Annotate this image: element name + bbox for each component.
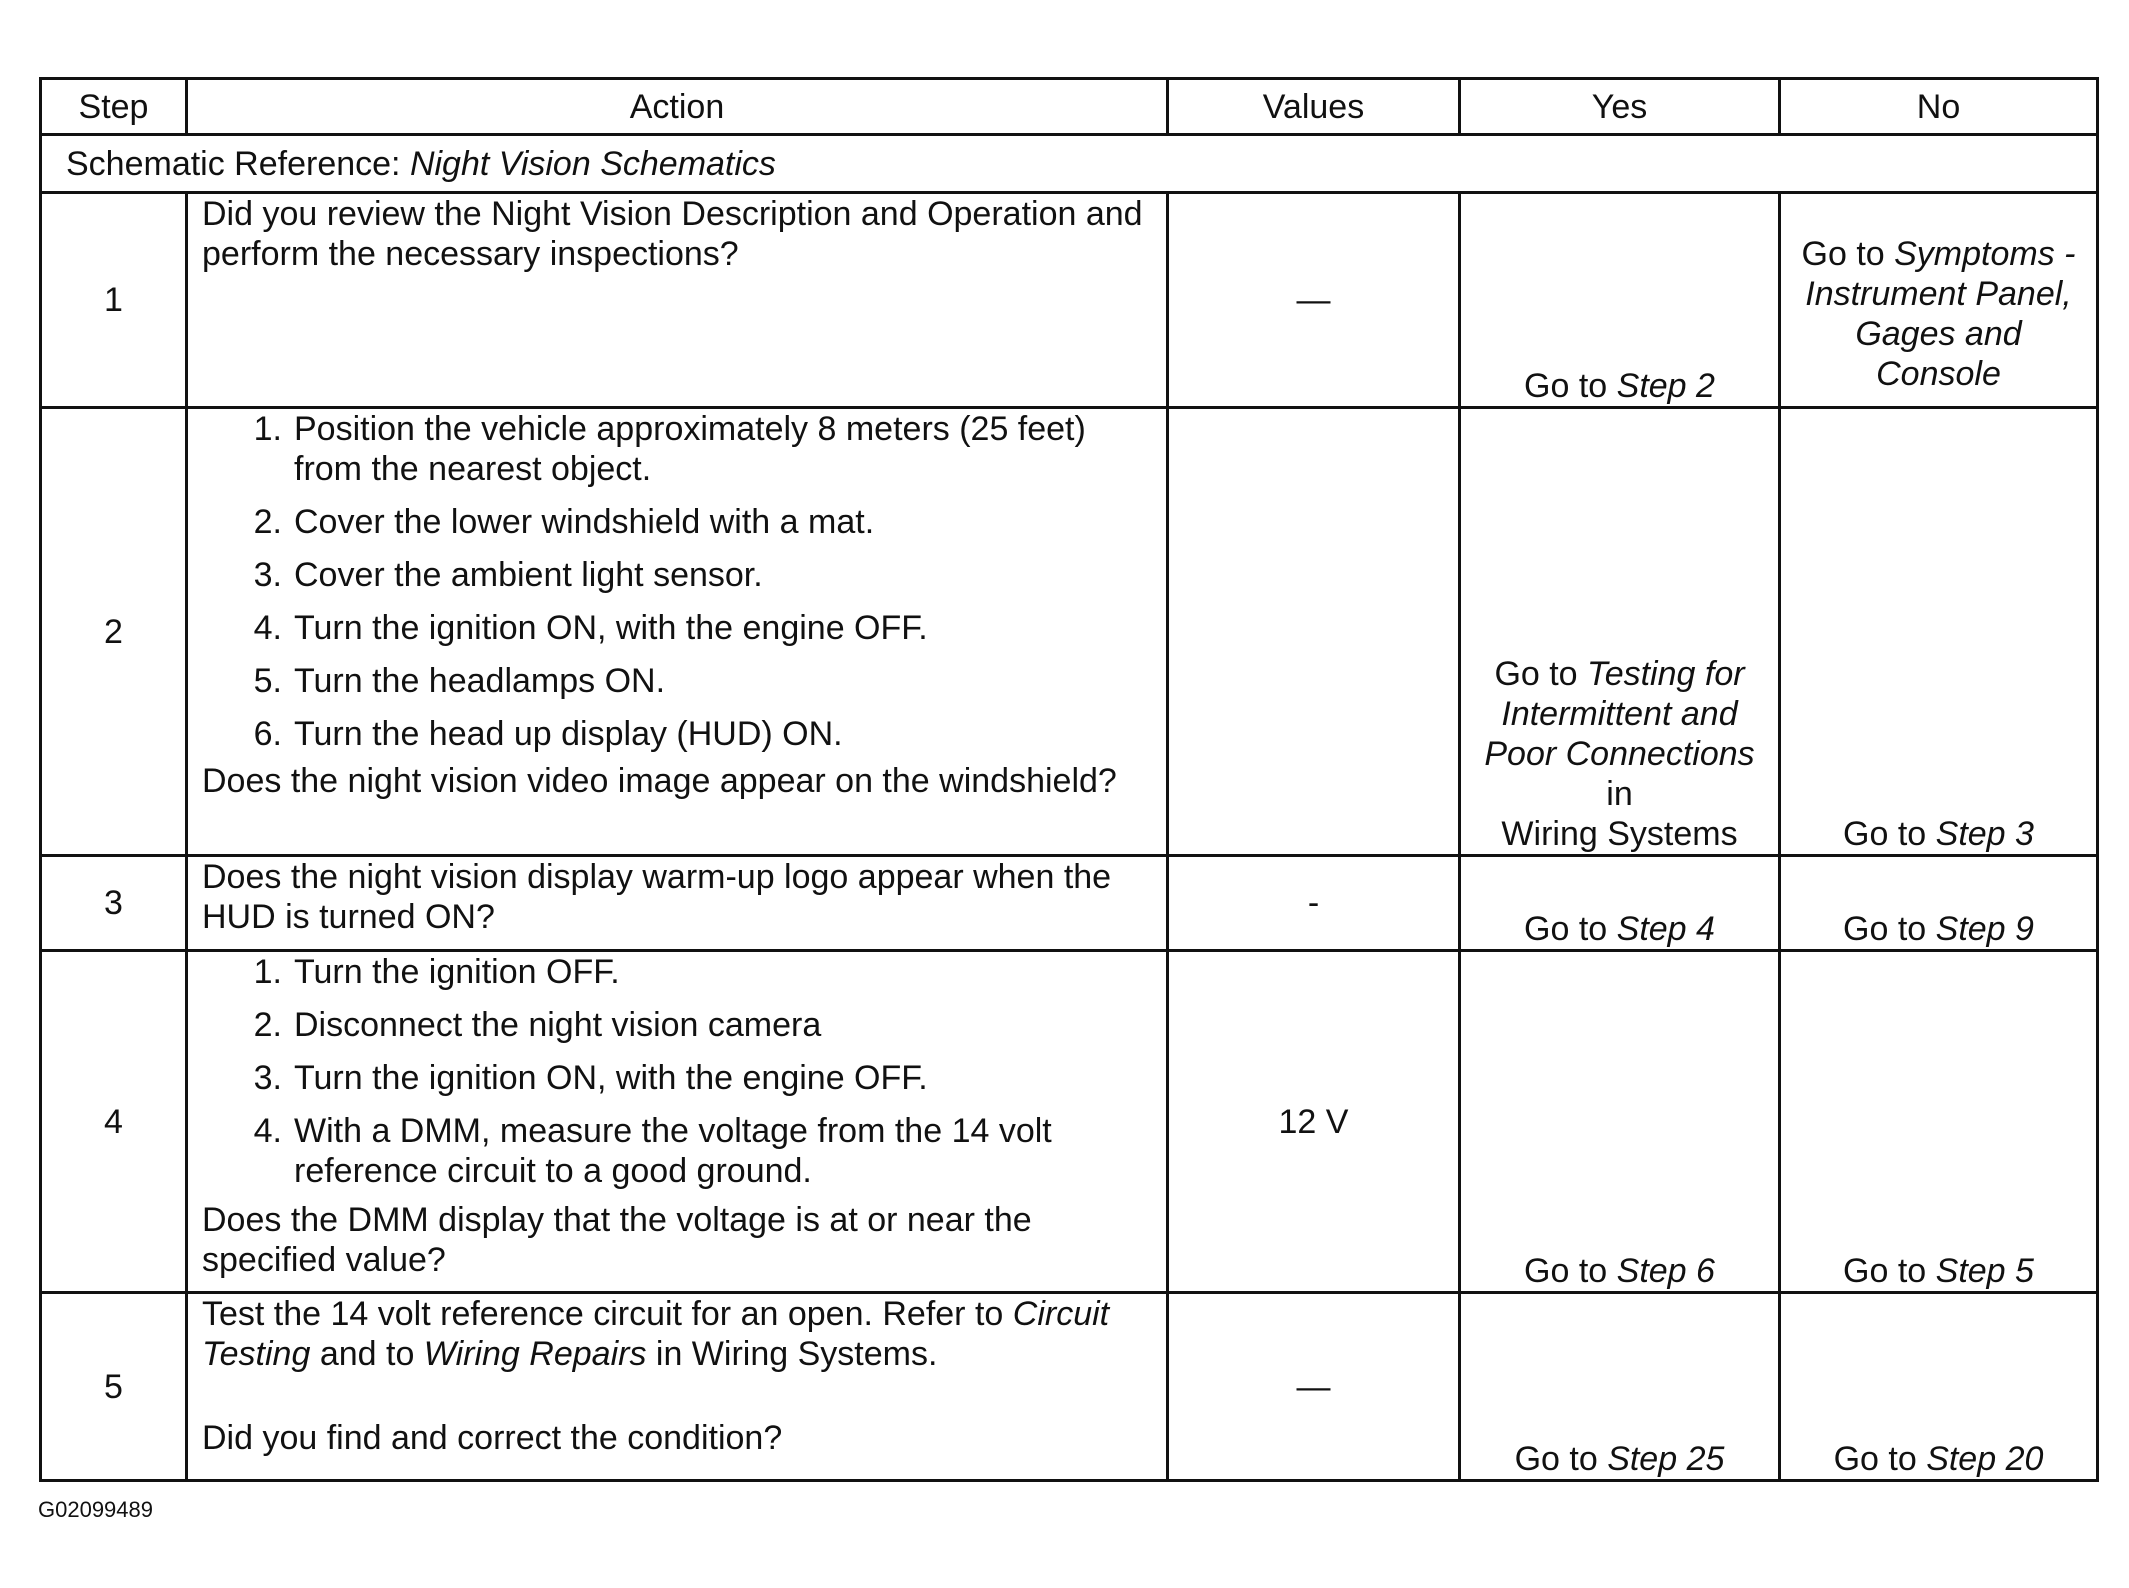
yes-suffix: in — [1606, 775, 1633, 813]
no-prefix: Go to — [1833, 1440, 1927, 1478]
no-prefix: Go to — [1843, 1252, 1936, 1290]
values-cell: — — [1168, 1293, 1460, 1481]
no-link[interactable]: Step 3 — [1935, 815, 2034, 853]
substep-item — [202, 1058, 1152, 1098]
no-cell — [1780, 1293, 2098, 1481]
step-number: 1 — [41, 193, 187, 408]
action-cell — [187, 193, 1168, 408]
diagnostic-table — [39, 77, 2099, 1482]
schematic-reference — [41, 135, 2098, 193]
yes-cell — [1460, 856, 1780, 951]
header-step: Step — [41, 79, 187, 135]
yes-cell — [1460, 951, 1780, 1293]
yes-suffix: Wiring Systems — [1501, 815, 1738, 853]
action-question: Does the night vision video image appear on the windshield? — [202, 762, 1117, 800]
substep-text: Turn the ignition ON, with the engine OFF. — [294, 1059, 928, 1097]
action-text-part: and to — [310, 1335, 424, 1373]
substep-number: 6. — [253, 715, 282, 753]
no-prefix: Go to — [1843, 815, 1936, 853]
substep-item — [202, 608, 1152, 648]
substep-number: 3. — [253, 1059, 282, 1097]
action-text — [202, 1294, 1152, 1374]
step-number: 4 — [41, 951, 187, 1293]
substep-text: Turn the ignition OFF. — [294, 953, 620, 991]
circuit-testing-link[interactable]: Circuit Testing — [202, 1295, 1110, 1373]
action-text: Did you review the Night Vision Description and Operation and perform the necessary inspections? — [202, 195, 1143, 273]
substep-list — [202, 952, 1152, 1191]
substep-item — [202, 1005, 1152, 1045]
yes-link[interactable]: Step 25 — [1607, 1440, 1725, 1478]
no-link[interactable]: Symptoms - Instrument Panel, Gages and Console — [1805, 235, 2076, 393]
yes-prefix: Go to — [1524, 367, 1617, 405]
action-question: Does the DMM display that the voltage is at or near the specified value? — [202, 1201, 1032, 1279]
yes-prefix: Go to — [1524, 910, 1617, 948]
substep-list — [202, 409, 1152, 754]
substep-item — [202, 409, 1152, 489]
step-number: 3 — [41, 856, 187, 951]
no-cell — [1780, 856, 2098, 951]
substep-item — [202, 502, 1152, 542]
table-row — [41, 408, 2098, 856]
action-question: Did you find and correct the condition? — [202, 1419, 783, 1457]
no-prefix: Go to — [1801, 235, 1895, 273]
step-number: 2 — [41, 408, 187, 856]
action-text: Does the night vision display warm-up logo appear when the HUD is turned ON? — [202, 858, 1112, 936]
no-prefix: Go to — [1843, 910, 1936, 948]
no-cell — [1780, 951, 2098, 1293]
header-values: Values — [1168, 79, 1460, 135]
substep-item — [202, 555, 1152, 595]
yes-link[interactable]: Step 2 — [1616, 367, 1715, 405]
substep-item — [202, 952, 1152, 992]
action-cell — [187, 951, 1168, 1293]
table-row — [41, 951, 2098, 1293]
action-cell — [187, 408, 1168, 856]
substep-text: Cover the ambient light sensor. — [294, 556, 763, 594]
substep-text: Cover the lower windshield with a mat. — [294, 503, 875, 541]
substep-text: Turn the headlamps ON. — [294, 662, 666, 700]
table-row — [41, 1293, 2098, 1481]
no-cell — [1780, 193, 2098, 408]
substep-item — [202, 714, 1152, 754]
values-cell: - — [1168, 856, 1460, 951]
schematic-reference-row — [41, 135, 2098, 193]
substep-number: 4. — [253, 1112, 282, 1150]
substep-number: 2. — [253, 503, 282, 541]
substep-number: 5. — [253, 662, 282, 700]
substep-text: Turn the ignition ON, with the engine OFF. — [294, 609, 928, 647]
substep-number: 4. — [253, 609, 282, 647]
table-row — [41, 856, 2098, 951]
values-cell: — — [1168, 193, 1460, 408]
substep-number: 1. — [253, 953, 282, 991]
action-cell — [187, 856, 1168, 951]
yes-prefix: Go to — [1524, 1252, 1617, 1290]
header-row — [41, 79, 2098, 135]
yes-cell — [1460, 408, 1780, 856]
no-link[interactable]: Step 20 — [1926, 1440, 2044, 1478]
step-number: 5 — [41, 1293, 187, 1481]
table-row — [41, 193, 2098, 408]
yes-link[interactable]: Step 4 — [1616, 910, 1715, 948]
substep-number: 3. — [253, 556, 282, 594]
no-link[interactable]: Step 5 — [1935, 1252, 2034, 1290]
header-no: No — [1780, 79, 2098, 135]
yes-prefix: Go to — [1514, 1440, 1608, 1478]
header-yes: Yes — [1460, 79, 1780, 135]
spacer — [202, 1374, 1152, 1418]
schematic-reference-link[interactable]: Night Vision Schematics — [409, 144, 776, 183]
substep-item — [202, 661, 1152, 701]
substep-text: Turn the head up display (HUD) ON. — [294, 715, 843, 753]
values-cell — [1168, 408, 1460, 856]
substep-item — [202, 1111, 1152, 1191]
substep-number: 2. — [253, 1006, 282, 1044]
action-cell — [187, 1293, 1168, 1481]
yes-prefix: Go to — [1494, 655, 1588, 693]
values-cell: 12 V — [1168, 951, 1460, 1293]
yes-cell — [1460, 1293, 1780, 1481]
substep-text: With a DMM, measure the voltage from the 14 volt reference circuit to a good ground. — [294, 1112, 1052, 1190]
yes-link[interactable]: Testing for Intermittent and Poor Connections — [1484, 655, 1755, 773]
action-text-part: in Wiring Systems. — [646, 1335, 938, 1373]
figure-id: G02099489 — [38, 1497, 153, 1522]
wiring-repairs-link[interactable]: Wiring Repairs — [423, 1335, 647, 1373]
yes-link[interactable]: Step 6 — [1616, 1252, 1715, 1290]
substep-text: Position the vehicle approximately 8 meters (25 feet) from the nearest object. — [294, 410, 1086, 488]
yes-cell — [1460, 193, 1780, 408]
substep-text: Disconnect the night vision camera — [294, 1006, 822, 1044]
substep-number: 1. — [253, 410, 282, 448]
no-cell — [1780, 408, 2098, 856]
no-link[interactable]: Step 9 — [1935, 910, 2034, 948]
header-action: Action — [187, 79, 1168, 135]
action-text-part: Test the 14 volt reference circuit for an open. Refer to — [202, 1295, 1013, 1333]
schematic-reference-label: Schematic Reference: — [66, 144, 410, 183]
